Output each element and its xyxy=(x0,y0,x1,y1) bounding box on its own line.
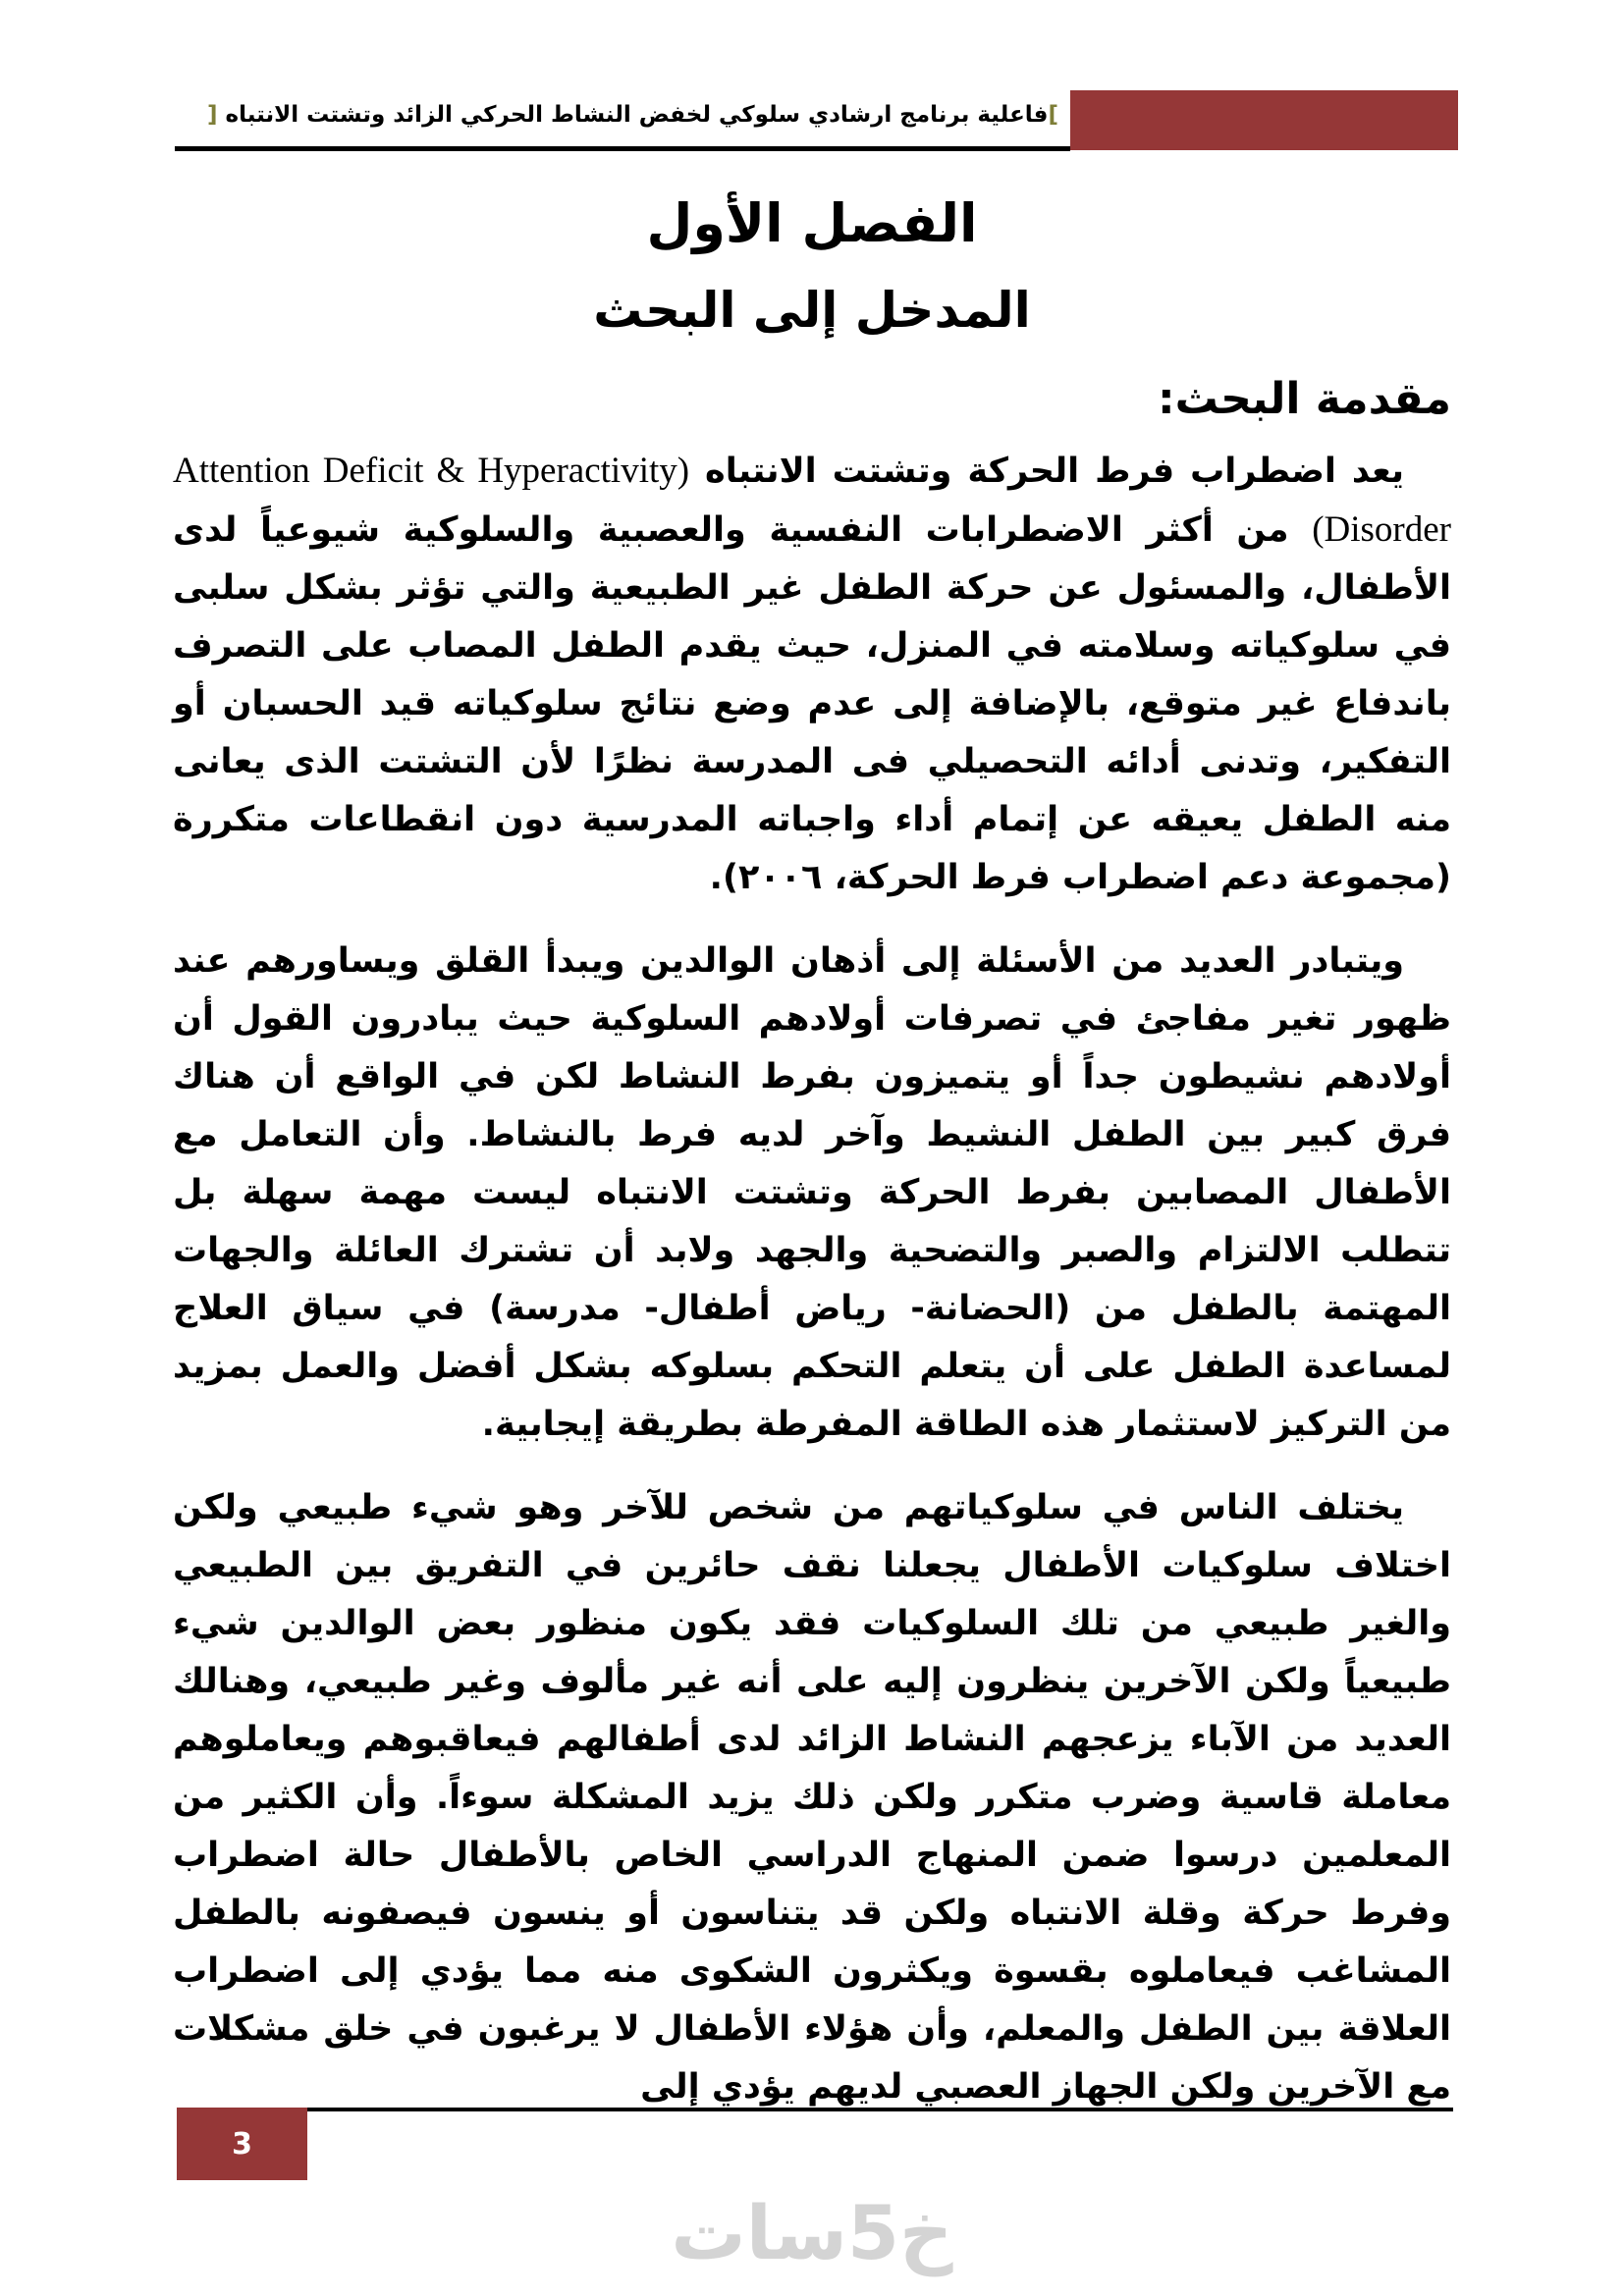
body-paragraphs xyxy=(173,442,1451,2116)
header-bracket-left: ] xyxy=(207,102,218,128)
english-term: (Attention Deficit & Hyperactivity Disorder) xyxy=(173,451,1451,550)
arabic-text-run: من أكثر الاضطرابات النفسية والعصبية والسلوكية شيوعياً لدى الأطفال، والمسئول عن حركة الطفل غير الطبيعية والتي تؤثر بشكل سلبى في سلوكياته وسلامته في المنزل، حيث يقدم الطفل المصاب على التصرف باندفاع غير متوقع، بالإضافة إلى عدم وضع نتائج سلوكياته قيد الحسبان أو التفكير، وتدنى أدائه التحصيلي فى المدرسة نظرًا لأن التشتت الذى يعانى منه الطفل يعيقه عن إتمام أداء واجباته المدرسية دون انقطاعات متكررة (مجموعة دعم اضطراب فرط الحركة، ٢٠٠٦). xyxy=(173,510,1451,897)
arabic-text-run: يعد اضطراب فرط الحركة وتشتت الانتباه xyxy=(689,452,1404,491)
footer-rule xyxy=(307,2108,1453,2111)
page-number-badge: 3 xyxy=(177,2108,307,2180)
arabic-text-run: ويتبادر العديد من الأسئلة إلى أذهان الوالدين ويبدأ القلق ويساورهم عند ظهور تغير مفاجئ في تصرفات أولادهم السلوكية حيث يبادرون القول أن أولادهم نشيطون جداً أو يتميزون بفرط النشاط لكن في الواقع أن هناك فرق كبير بين الطفل النشيط وآخر لديه فرط بالنشاط. وأن التعامل مع الأطفال المصابين بفرط الحركة وتشتت الانتباه ليست مهمة سهلة بل تتطلب الالتزام والصبر والتضحية والجهد ولابد أن تشترك العائلة والجهات المهتمة بالطفل من (الحضانة- رياض أطفال- مدرسة) في سياق العلاج لمساعدة الطفل على أن يتعلم التحكم بسلوكه بشكل أفضل والعمل بمزيد من التركيز لاستثمار هذه الطاقة المفرطة بطريقة إيجابية. xyxy=(173,941,1451,1444)
chapter-subtitle: المدخل إلى البحث xyxy=(593,282,1031,339)
body-paragraph xyxy=(173,933,1451,1454)
body-paragraph xyxy=(173,1479,1451,2116)
header-title-text: فاعلية برنامج ارشادي سلوكي لخفض النشاط الحركي الزائد وتشتت الانتباه xyxy=(217,102,1049,128)
page-content xyxy=(173,0,1451,2142)
chapter-title: الفصل الأول xyxy=(646,192,978,254)
watermark-text: خ5سات xyxy=(671,2189,953,2276)
section-heading: مقدمة البحث: xyxy=(1157,374,1451,424)
header-bracket-right: [ xyxy=(1048,102,1058,128)
body-paragraph xyxy=(173,442,1451,907)
arabic-text-run: يختلف الناس في سلوكياتهم من شخص للآخر وهو شيء طبيعي ولكن اختلاف سلوكيات الأطفال يجعلنا نقف حائرين في التفريق بين الطبيعي والغير طبيعي من تلك السلوكيات فقد يكون منظور بعض الوالدين شيء طبيعياً ولكن الآخرين ينظرون إليه على أنه غير مألوف وغير طبيعي، وهنالك العديد من الآباء يزعجهم النشاط الزائد لدى أطفالهم فيعاقبوهم ويعاملوهم معاملة قاسية وضرب متكرر ولكن ذلك يزيد المشكلة سوءاً. وأن الكثير من المعلمين درسوا ضمن المنهاج الدراسي الخاص بالأطفال حالة اضطراب وفرط حركة وقلة الانتباه ولكن قد يتناسون أو ينسون فيصفونه بالطفل المشاغب فيعاملوه بقسوة ويكثرون الشكوى منه مما يؤدي إلى اضطراب العلاقة بين الطفل والمعلم، وأن هؤلاء الأطفال لا يرغبون في خلق مشكلات مع الآخرين ولكن الجهاز العصبي لديهم يؤدي إلى xyxy=(173,1488,1451,2107)
